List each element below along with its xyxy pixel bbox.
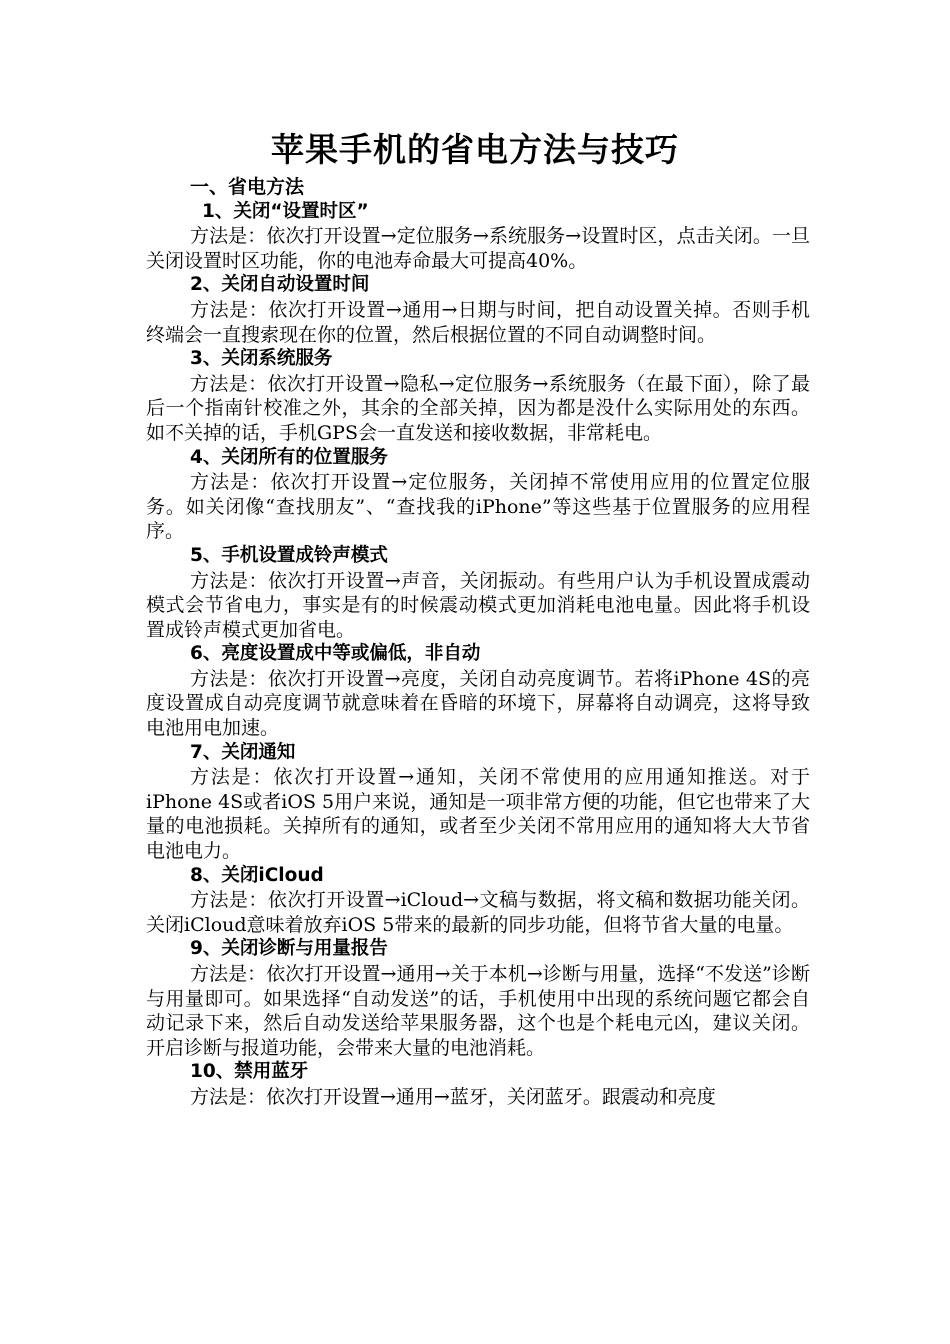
item-body-9: 方法是：依次打开设置→通用→关于本机→诊断与用量，选择“不发送”诊断与用量即可。如果选择“自动发送”的话，手机使用中出现的系统问题它都会自动记录下来，然后自动发送给苹果服务器，这个也是个耗电元凶，建议关闭。开启诊断与报道功能，会带来大量的电池消耗。 bbox=[146, 963, 810, 1059]
item-heading-10: 10、禁用蓝牙 bbox=[190, 1061, 309, 1083]
item-body-8: 方法是：依次打开设置→iCloud→文稿与数据，将文稿和数据功能关闭。关闭iCloud意味着放弃iOS 5带来的最新的同步功能，但将节省大量的电量。 bbox=[146, 889, 810, 936]
item-heading-6: 6、亮度设置成中等或偏低，非自动 bbox=[190, 643, 481, 665]
item-body-2: 方法是：依次打开设置→通用→日期与时间，把自动设置关掉。否则手机终端会一直搜索现在你的位置，然后根据位置的不同自动调整时间。 bbox=[146, 298, 810, 346]
section-heading: 一、省电方法 bbox=[190, 176, 305, 198]
document-title: 苹果手机的省电方法与技巧 bbox=[271, 130, 679, 169]
item-heading-7: 7、关闭通知 bbox=[190, 741, 296, 763]
item-heading-9: 9、关闭诊断与用量报告 bbox=[190, 938, 388, 960]
item-body-7: 方法是：依次打开设置→通知，关闭不常使用的应用通知推送。对于iPhone 4S或者iOS 5用户来说，通知是一项非常方便的功能，但它也带来了大量的电池损耗。关掉所有的通知，或者至少关闭不常用应用的通知将大大节省电池电力。 bbox=[146, 766, 810, 863]
item-heading-5: 5、手机设置成铃声模式 bbox=[190, 544, 388, 566]
item-body-6: 方法是：依次打开设置→亮度，关闭自动亮度调节。若将iPhone 4S的亮度设置成自动亮度调节就意味着在昏暗的环境下，屏幕将自动调亮，这将导致电池用电加速。 bbox=[146, 667, 810, 740]
item-body-4: 方法是：依次打开设置→定位服务，关闭掉不常使用应用的位置定位服务。如关闭像“查找朋友”、“查找我的iPhone”等这些基于位置服务的应用程序。 bbox=[146, 471, 810, 543]
document-body bbox=[146, 175, 810, 1110]
item-body-5: 方法是：依次打开设置→声音，关闭振动。有些用户认为手机设置成震动模式会节省电力，事实是有的时候震动模式更加消耗电池电量。因此将手机设置成铃声模式更加省电。 bbox=[146, 569, 810, 641]
item-body-3: 方法是：依次打开设置→隐私→定位服务→系统服务（在最下面），除了最后一个指南针校准之外，其余的全部关掉，因为都是没什么实际用处的东西。如不关掉的话，手机GPS会一直发送和接收数据，非常耗电。 bbox=[146, 372, 810, 444]
item-heading-4: 4、关闭所有的位置服务 bbox=[190, 446, 388, 468]
item-body-1: 方法是：依次打开设置→定位服务→系统服务→设置时区，点击关闭。一旦关闭设置时区功能，你的电池寿命最大可提高40%。 bbox=[146, 225, 810, 272]
item-body-10: 方法是：依次打开设置→通用→蓝牙，关闭蓝牙。跟震动和亮度 bbox=[190, 1085, 716, 1108]
item-heading-3: 3、关闭系统服务 bbox=[190, 348, 333, 370]
item-heading-2: 2、关闭自动设置时间 bbox=[190, 274, 370, 296]
item-heading-1: 1、关闭“设置时区” bbox=[202, 200, 369, 222]
item-heading-8: 8、关闭iCloud bbox=[190, 864, 324, 886]
